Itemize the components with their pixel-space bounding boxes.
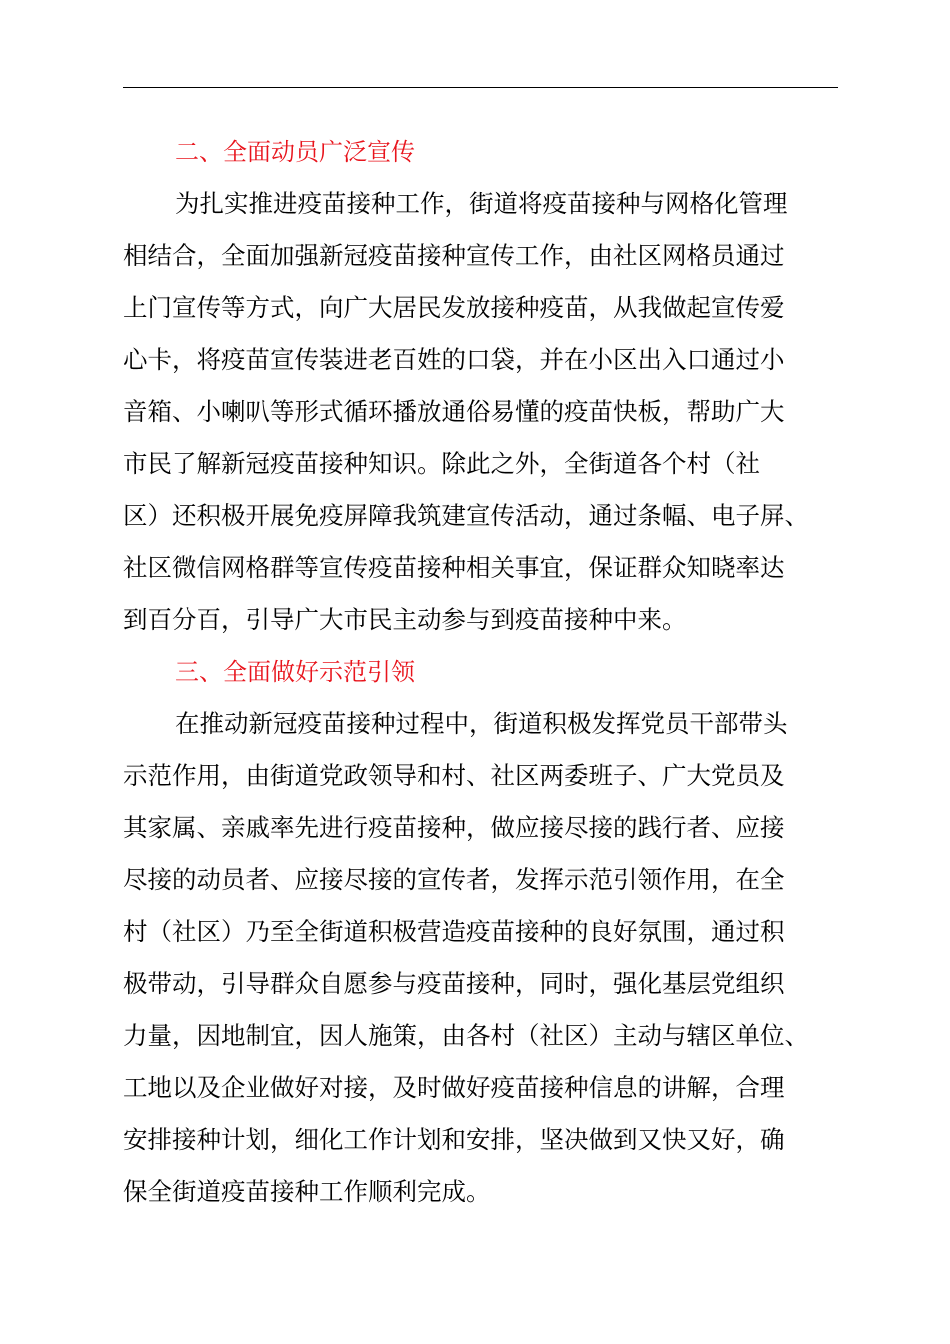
paragraph-line: 示范作用，由街道党政领导和村、社区两委班子、广大党员及 <box>123 761 785 790</box>
paragraph-line: 到百分百，引导广大市民主动参与到疫苗接种中来。 <box>123 605 687 634</box>
paragraph-line: 村（社区）乃至全街道积极营造疫苗接种的良好氛围，通过积 <box>123 917 785 946</box>
paragraph-line: 在推动新冠疫苗接种过程中，街道积极发挥党员干部带头 <box>175 709 788 738</box>
paragraph-line: 社区微信网格群等宣传疫苗接种相关事宜，保证群众知晓率达 <box>123 553 785 582</box>
paragraph-line: 市民了解新冠疫苗接种知识。除此之外，全街道各个村（社 <box>123 449 760 478</box>
paragraph-line: 工地以及企业做好对接，及时做好疫苗接种信息的讲解，合理 <box>123 1073 785 1102</box>
paragraph-line: 为扎实推进疫苗接种工作，街道将疫苗接种与网格化管理 <box>175 189 788 218</box>
section-heading-2: 二、全面动员广泛宣传 <box>175 138 415 166</box>
paragraph-line: 其家属、亲戚率先进行疫苗接种，做应接尽接的践行者、应接 <box>123 813 785 842</box>
paragraph-line: 相结合，全面加强新冠疫苗接种宣传工作，由社区网格员通过 <box>123 241 785 270</box>
paragraph-line: 心卡，将疫苗宣传装进老百姓的口袋，并在小区出入口通过小 <box>123 345 785 374</box>
paragraph-line: 尽接的动员者、应接尽接的宣传者，发挥示范引领作用，在全 <box>123 865 785 894</box>
header-rule <box>123 87 838 88</box>
paragraph-line: 安排接种计划，细化工作计划和安排，坚决做到又快又好，确 <box>123 1125 785 1154</box>
paragraph-line: 音箱、小喇叭等形式循环播放通俗易懂的疫苗快板，帮助广大 <box>123 397 785 426</box>
section-heading-3: 三、全面做好示范引领 <box>175 658 415 686</box>
paragraph-line: 力量，因地制宜，因人施策，由各村（社区）主动与辖区单位、 <box>123 1021 809 1050</box>
paragraph-line: 区）还积极开展免疫屏障我筑建宣传活动，通过条幅、电子屏、 <box>123 501 809 530</box>
paragraph-line: 极带动，引导群众自愿参与疫苗接种，同时，强化基层党组织 <box>123 969 785 998</box>
paragraph-line: 保全街道疫苗接种工作顺利完成。 <box>123 1177 491 1206</box>
paragraph-line: 上门宣传等方式，向广大居民发放接种疫苗，从我做起宣传爱 <box>123 293 785 322</box>
